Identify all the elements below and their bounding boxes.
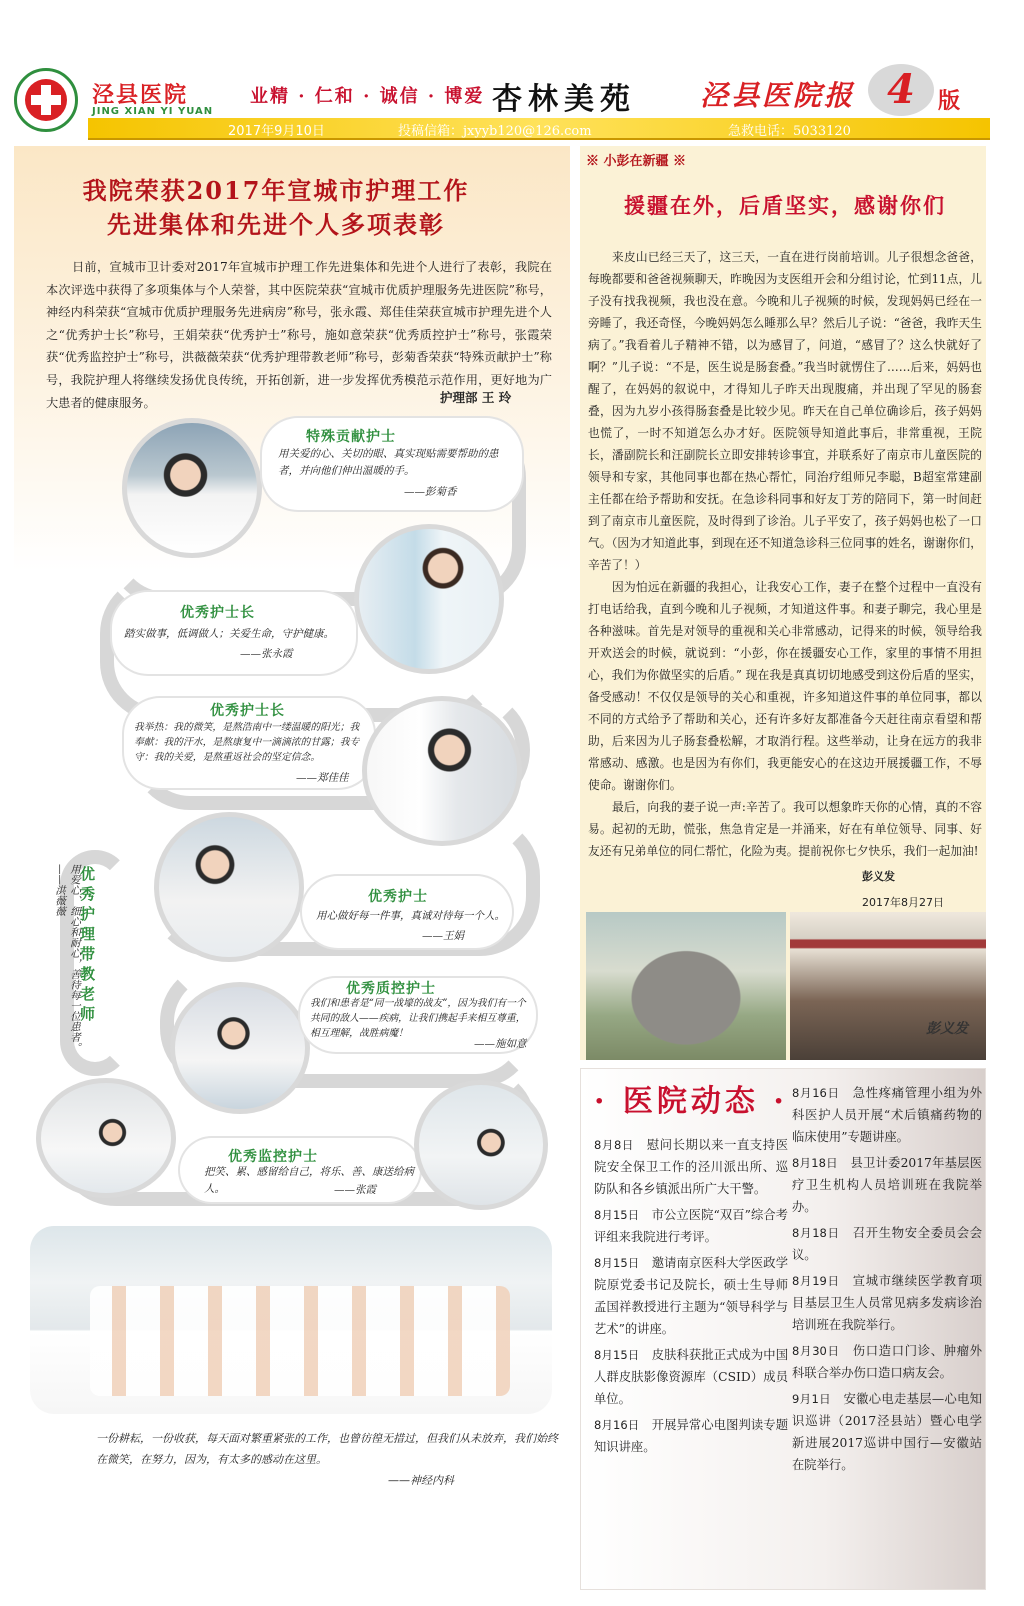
news-column-left <box>594 1134 788 1462</box>
news-item <box>792 1340 982 1384</box>
news-date: 8月15日 <box>594 1208 640 1222</box>
award-signature: ——施如意 <box>474 1038 527 1050</box>
teacher-award-quote <box>42 864 82 1054</box>
article2-body <box>588 246 982 862</box>
news-text: 急性疼痛管理小组为外科医护人员开展“术后镇痛药物的临床使用”专题讲座。 <box>792 1086 982 1144</box>
masthead <box>0 0 1024 142</box>
rock-photo <box>586 912 786 1060</box>
submission-email: 投稿信箱：jxyyb120@126.com <box>398 124 592 139</box>
news-item <box>792 1222 982 1266</box>
news-item <box>594 1252 788 1340</box>
article1-headline <box>46 174 506 242</box>
award-signature: ——郑佳佳 <box>296 772 349 784</box>
nurse-photo <box>36 1078 176 1198</box>
news-date: 9月1日 <box>792 1392 831 1406</box>
news-text: 召开生物安全委员会会议。 <box>792 1226 982 1262</box>
article1-signature: 护理部 王 玲 <box>440 390 512 405</box>
news-text: 伤口造口门诊、肿瘤外科联合举办伤口造口病友会。 <box>792 1344 982 1380</box>
hospital-motto: 业精 · 仁和 · 诚信 · 博爱 <box>250 86 485 107</box>
news-item <box>792 1082 982 1148</box>
award-title: 优秀监控护士 <box>228 1149 318 1165</box>
section-title: 杏林美苑 <box>492 82 636 117</box>
article2-signature: 彭义发 <box>862 870 895 883</box>
group-photo-people <box>90 1286 510 1396</box>
news-item <box>792 1388 982 1476</box>
award-quote: 用心做好每一件事，真诚对待每一个人。 <box>316 910 505 922</box>
nurse-photo <box>414 1080 548 1210</box>
news-item <box>792 1152 982 1218</box>
award-signature: ——彭菊香 <box>404 486 457 498</box>
nurse-photo <box>362 696 522 846</box>
news-date: 8月8日 <box>594 1138 634 1152</box>
page-number: 4 <box>887 66 915 113</box>
issue-date: 2017年9月10日 <box>228 124 325 139</box>
article2-paragraph: 来皮山已经三天了，这三天，一直在进行岗前培训。儿子很想念爸爸，每晚都要和爸爸视频聊天，昨晚因为支医组开会和分组讨论，忙到11点，儿子没有找我视频，我也没在意。今晚和儿子视频的时候，发现妈妈已经在一旁睡了，我还奇怪，今晚妈妈怎么睡那么早？然后儿子说：“爸爸，我昨天生病了。”我看着儿子精神不错，以为感冒了，问道，“感冒了？这么快就好了啊？”儿子说：“不是，医生说是肠套叠。”我当时就愣住了……后来，妈妈也醒了，在妈妈的叙说中，才得知儿子昨天出现腹痛，并出现了罕见的肠套叠，因为九岁小孩得肠套叠是比较少见。昨天在自己单位确诊后，孩子妈妈也慌了，一时不知道怎么办才好。医院领导知道此事后，非常重视，王院长，潘副院长和汪副院长立即安排转诊事宜，并联系好了南京市儿童医院的领导和专家，其他同事也都在热心帮忙，同治疗组师兄李聪，B超室常建副主任都在给予帮助和安抚。在急诊科同事和好友丁芳的陪同下，第一时间赶到了南京市儿童医院，及时得到了诊治。儿子平安了，孩子妈妈也松了一口气。（因为才知道此事，到现在还不知道急诊科三位同事的姓名，谢谢你们，辛苦了！） <box>588 250 982 572</box>
news-text: 宣城市继续医学教育项目基层卫生人员常见病多发病诊治培训班在我院举行。 <box>792 1274 982 1332</box>
emergency-phone: 急救电话：5033120 <box>728 124 851 139</box>
news-text: 市公立医院“双百”综合考评组来我院进行考评。 <box>594 1208 788 1244</box>
article1-body: 日前，宣城市卫计委对2017年宣城市护理工作先进集体和先进个人进行了表彰，我院在本次评选中获得了多项集体与个人荣誉，其中医院荣获“宣城市优质护理服务先进医院”称号，神经内科荣获“宣城市优质护理服务先进病房”称号，张永霞、郑佳佳荣获宣城市护理先进个人之“优秀护士长”称号，王娟荣获“优秀护士”称号，施如意荣获“优秀质控护士”称号，张霞荣获“优秀监控护士”称号，洪薇薇荣获“优秀护理带教老师”称号，彭菊香荣获“特殊贡献护士”称号，我院护理人将继续发扬优良传统，开拓创新，进一步发挥优秀模范示范作用，更好地为广大患者的健康服务。 <box>46 260 552 410</box>
news-text: 安徽心电走基层—心电知识巡讲（2017泾县站）暨心电学新进展2017巡讲中国行—安徽站在院举行。 <box>792 1392 982 1472</box>
article2-paragraph: 因为怕远在新疆的我担心，让我安心工作，妻子在整个过程中一直没有打电话给我，直到今晚和儿子视频，才知道这件事。和妻子聊完，我心里是各种滋味。首先是对领导的重视和关心非常感动，记得来的时候，领导给我开欢送会的时候，就说到：“小彭，你在援疆安心工作，家里的事情不用担心，我们为你做坚实的后盾。” 现在我是真真切切地感受到这份后盾的坚实，备受感动！不仅仅是领导的关心和重视，许多知道这件事的单位同事，都以不同的方式给予了帮助和关心，还有许多好友都准备今天赶往南京看望和帮助，后来因为儿子肠套叠松解，才取消行程。这些举动，让身在远方的我非常感动、感激。也是因为有你们，我更能安心的在这边开展援疆工作，不辱使命。谢谢你们。 <box>588 580 982 792</box>
award-quote: 把笑、累、感留给自己，将乐、善、康送给病人。 <box>204 1166 414 1195</box>
award-title: 优秀护士 <box>368 889 428 905</box>
article2-headline: 援疆在外，后盾坚实，感谢你们 <box>624 193 946 218</box>
hospital-logo-icon <box>14 68 78 132</box>
award-title: 优秀护士长 <box>180 605 255 621</box>
news-date: 8月18日 <box>792 1156 838 1170</box>
news-title: · 医院动态 · <box>594 1084 788 1119</box>
award-title: 优秀护士长 <box>210 703 285 719</box>
award-title: 优秀质控护士 <box>346 981 436 997</box>
news-item <box>594 1134 788 1200</box>
news-text: 慰问长期以来一直支持医院安全保卫工作的泾川派出所、巡防队和各乡镇派出所广大干警。 <box>594 1138 788 1196</box>
hospital-name-en: JING XIAN YI YUAN <box>92 106 214 117</box>
hospital-name: 泾县医院 <box>92 83 189 108</box>
news-date: 8月30日 <box>792 1344 840 1358</box>
award-signature: ——王娟 <box>422 930 464 942</box>
news-date: 8月15日 <box>594 1256 640 1270</box>
award-signature: ——张霞 <box>334 1184 376 1196</box>
news-item <box>594 1414 788 1458</box>
news-date: 8月18日 <box>792 1226 840 1240</box>
page-suffix: 版 <box>938 89 961 114</box>
news-text: 皮肤科获批正式成为中国人群皮肤影像资源库（CSID）成员单位。 <box>594 1348 788 1406</box>
photo-signature: 彭义发 <box>926 1021 968 1037</box>
article2-date: 2017年8月27日 <box>862 896 944 909</box>
group-photo <box>30 1226 552 1414</box>
news-text: 开展异常心电图判读专题知识讲座。 <box>594 1418 788 1454</box>
group-photo-caption: 一份耕耘，一份收获，每天面对繁重紧张的工作，也曾彷徨无措过，但我们从未放弃，我们始终在微笑，在努力，因为，有太多的感动在这里。 <box>96 1432 558 1466</box>
award-signature: ——张永霞 <box>240 648 293 660</box>
nurse-photo <box>170 982 310 1114</box>
news-text: 县卫计委2017年基层医疗卫生机构人员培训班在我院举办。 <box>792 1156 983 1214</box>
teacher-award-signature: ——洪薇薇 <box>54 864 66 917</box>
teacher-award-title: 优秀护理带教老师 <box>80 865 96 1023</box>
news-date: 8月19日 <box>792 1274 840 1288</box>
news-text: 邀请南京医科大学医政学院原党委书记及院长，硕士生导师孟国祥教授进行主题为“领导科学与艺术”的讲座。 <box>594 1256 788 1336</box>
info-bar <box>88 118 990 140</box>
award-quote: 用关爱的心、关切的眼、真实现贴需要帮助的患者，并向他们伸出温暖的手。 <box>278 448 499 477</box>
award-quote: 我们和患者是“同一战壕的战友”，因为我们有一个共同的敌人——疾病，让我们携起手来相互尊重，相互理解，战胜病魔！ <box>310 998 526 1039</box>
column-tag: ※ 小彭在新疆 ※ <box>586 154 687 169</box>
award-quote: 踏实做事，低调做人；关爱生命，守护健康。 <box>124 628 334 640</box>
news-item <box>792 1270 982 1336</box>
paper-name: 泾县医院报 <box>700 79 856 112</box>
article2-paragraph: 最后，向我的妻子说一声:辛苦了。我可以想象昨天你的心情，真的不容易。起初的无助，慌张，焦急肯定是一并涌来，好在有单位领导、同事、好友还有兄弟单位的同仁帮忙，化险为夷。提前祝你七夕快乐，我们一起加油! <box>588 800 982 858</box>
article1-headline-line1: 我院荣获2017年宣城市护理工作 <box>82 176 470 205</box>
news-date: 8月16日 <box>594 1418 640 1432</box>
award-quote: 我举热：我的微笑，是熬浩南中一缕温暖的阳光；我奉献：我的汗水，是熬康复中一滴滴浓的甘露；我专守：我的关爱，是熬重返社会的坚定信念。 <box>134 722 360 763</box>
nurse-photo <box>354 524 504 674</box>
group-photo-signature: ——神经内科 <box>388 1474 454 1487</box>
teacher-award-text: 用爱心、细心和耐心，善待每一位患者。 <box>69 864 81 1053</box>
news-date: 8月16日 <box>792 1086 840 1100</box>
news-column-right <box>792 1082 982 1480</box>
news-date: 8月15日 <box>594 1348 640 1362</box>
nurse-photo <box>154 812 304 962</box>
article1-headline-line2: 先进集体和先进个人多项表彰 <box>107 210 445 239</box>
nurse-photo <box>122 418 262 558</box>
news-item <box>594 1204 788 1248</box>
award-title: 特殊贡献护士 <box>306 429 396 445</box>
news-item <box>594 1344 788 1410</box>
